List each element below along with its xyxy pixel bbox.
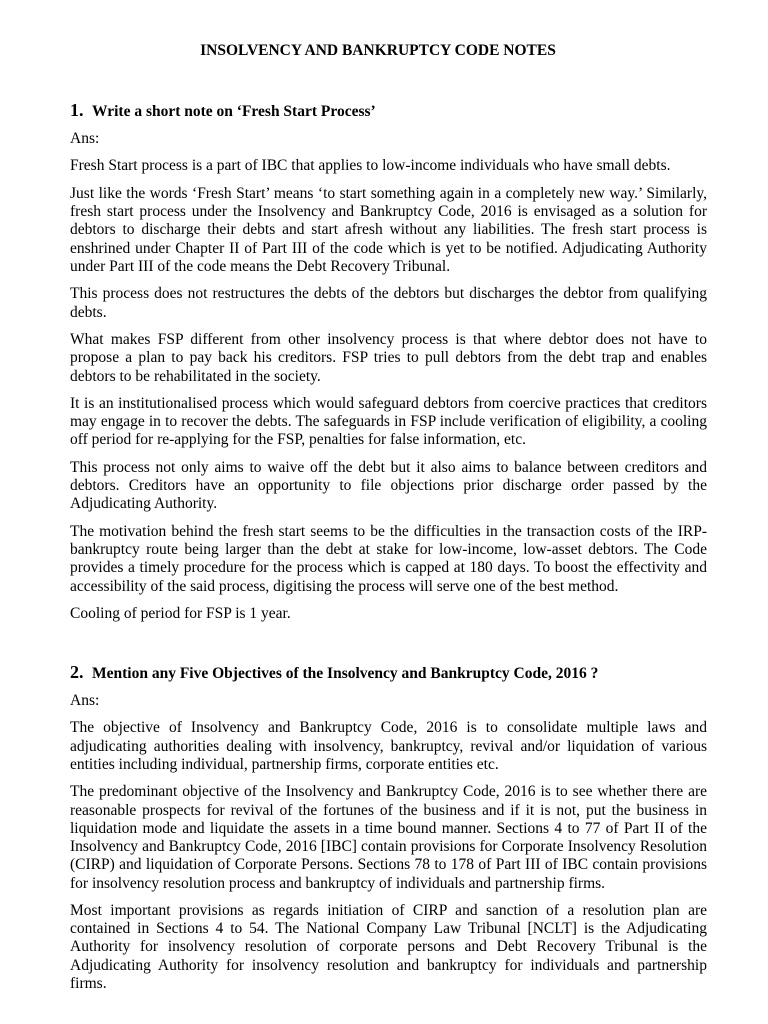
answer-paragraph: This process not only aims to waive off the debt but it also aims to balance between creditors and debtors. Creditors have an opportunity to file objections prior discharge order passed by the Adjudicating Authority. xyxy=(70,458,707,513)
answer-paragraph: The motivation behind the fresh start seems to be the difficulties in the transaction costs of the IRP-bankruptcy route being larger than the debt at stake for low-income, low-asset debtors. The Code provides a timely procedure for the process which is capped at 180 days. To boost the effectivity and accessibility of the said process, digitising the process will serve one of the best method. xyxy=(70,522,707,595)
answer-label: Ans: xyxy=(70,130,100,147)
answer-paragraph: The objective of Insolvency and Bankruptcy Code, 2016 is to consolidate multiple laws and adjudicating authorities dealing with insolvency, bankruptcy, revival and/or liquidation of various entities including individual, partnership firms, corporate entities etc. xyxy=(70,719,707,773)
question-heading xyxy=(70,100,707,120)
document-title: INSOLVENCY AND BANKRUPTCY CODE NOTES xyxy=(200,42,556,59)
question-number: 1. xyxy=(70,100,84,120)
question-section-2 xyxy=(70,662,707,1003)
answer-paragraph: It is an institutionalised process which would safeguard debtors from coercive practices that creditors may engage in to recover the debts. The safeguards in FSP include verification of eligibility, a cooling off period for re-applying for the FSP, penalties for false information, etc. xyxy=(70,394,707,449)
answer-paragraph: Cooling of period for FSP is 1 year. xyxy=(70,605,291,622)
question-section-1 xyxy=(70,100,707,632)
answer-paragraph: What makes FSP different from other insolvency process is that where debtor does not have to propose a plan to pay back his creditors. FSP tries to pull debtors from the debt trap and enables debtors to be rehabilitated in the society. xyxy=(70,331,707,385)
answer-paragraph: This process does not restructures the debts of the debtors but discharges the debtor from qualifying debts. xyxy=(70,285,707,321)
question-text: Mention any Five Objectives of the Insolvency and Bankruptcy Code, 2016 ? xyxy=(92,664,599,682)
answer-paragraph: Most important provisions as regards initiation of CIRP and sanction of a resolution plan are contained in Sections 4 to 54. The National Company Law Tribunal [NCLT] is the Adjudicating Authority for insolvency resolution of corporate persons and Debt Recovery Tribunal is the Adjudicating Authority for insolvency resolution and bankruptcy for individuals and partnership firms. xyxy=(70,901,707,992)
question-heading xyxy=(70,662,707,682)
answer-paragraph: Fresh Start process is a part of IBC that applies to low-income individuals who have small debts. xyxy=(70,157,671,175)
question-number: 2. xyxy=(70,661,84,682)
answer-paragraph: Just like the words ‘Fresh Start’ means ‘to start something again in a completely new way.’ Similarly, fresh start process under the Insolvency and Bankruptcy Code, 2016 is envisaged as a solution for debtors to discharge their debts and start afresh without any liabilities. The fresh start process is enshrined under Chapter II of Part III of the code which is yet to be notified. Adjudicating Authority under Part III of the code means the Debt Recovery Tribunal. xyxy=(70,184,707,275)
answer-paragraph: The predominant objective of the Insolvency and Bankruptcy Code, 2016 is to see whether there are reasonable prospects for revival of the fortunes of the business and if it is not, put the business in liquidation mode and liquidate the assets in a time bound manner. Sections 4 to 77 of Part II of the Insolvency and Bankruptcy Code, 2016 [IBC] contain provisions for Corporate Insolvency Resolution (CIRP) and liquidation of Corporate Persons. Sections 78 to 178 of Part III of IBC contain provisions for insolvency resolution process and bankruptcy of individuals and partnership firms. xyxy=(70,783,707,892)
document-page xyxy=(70,42,707,1002)
question-text: Write a short note on ‘Fresh Start Process’ xyxy=(92,103,376,120)
answer-label: Ans: xyxy=(70,691,100,709)
